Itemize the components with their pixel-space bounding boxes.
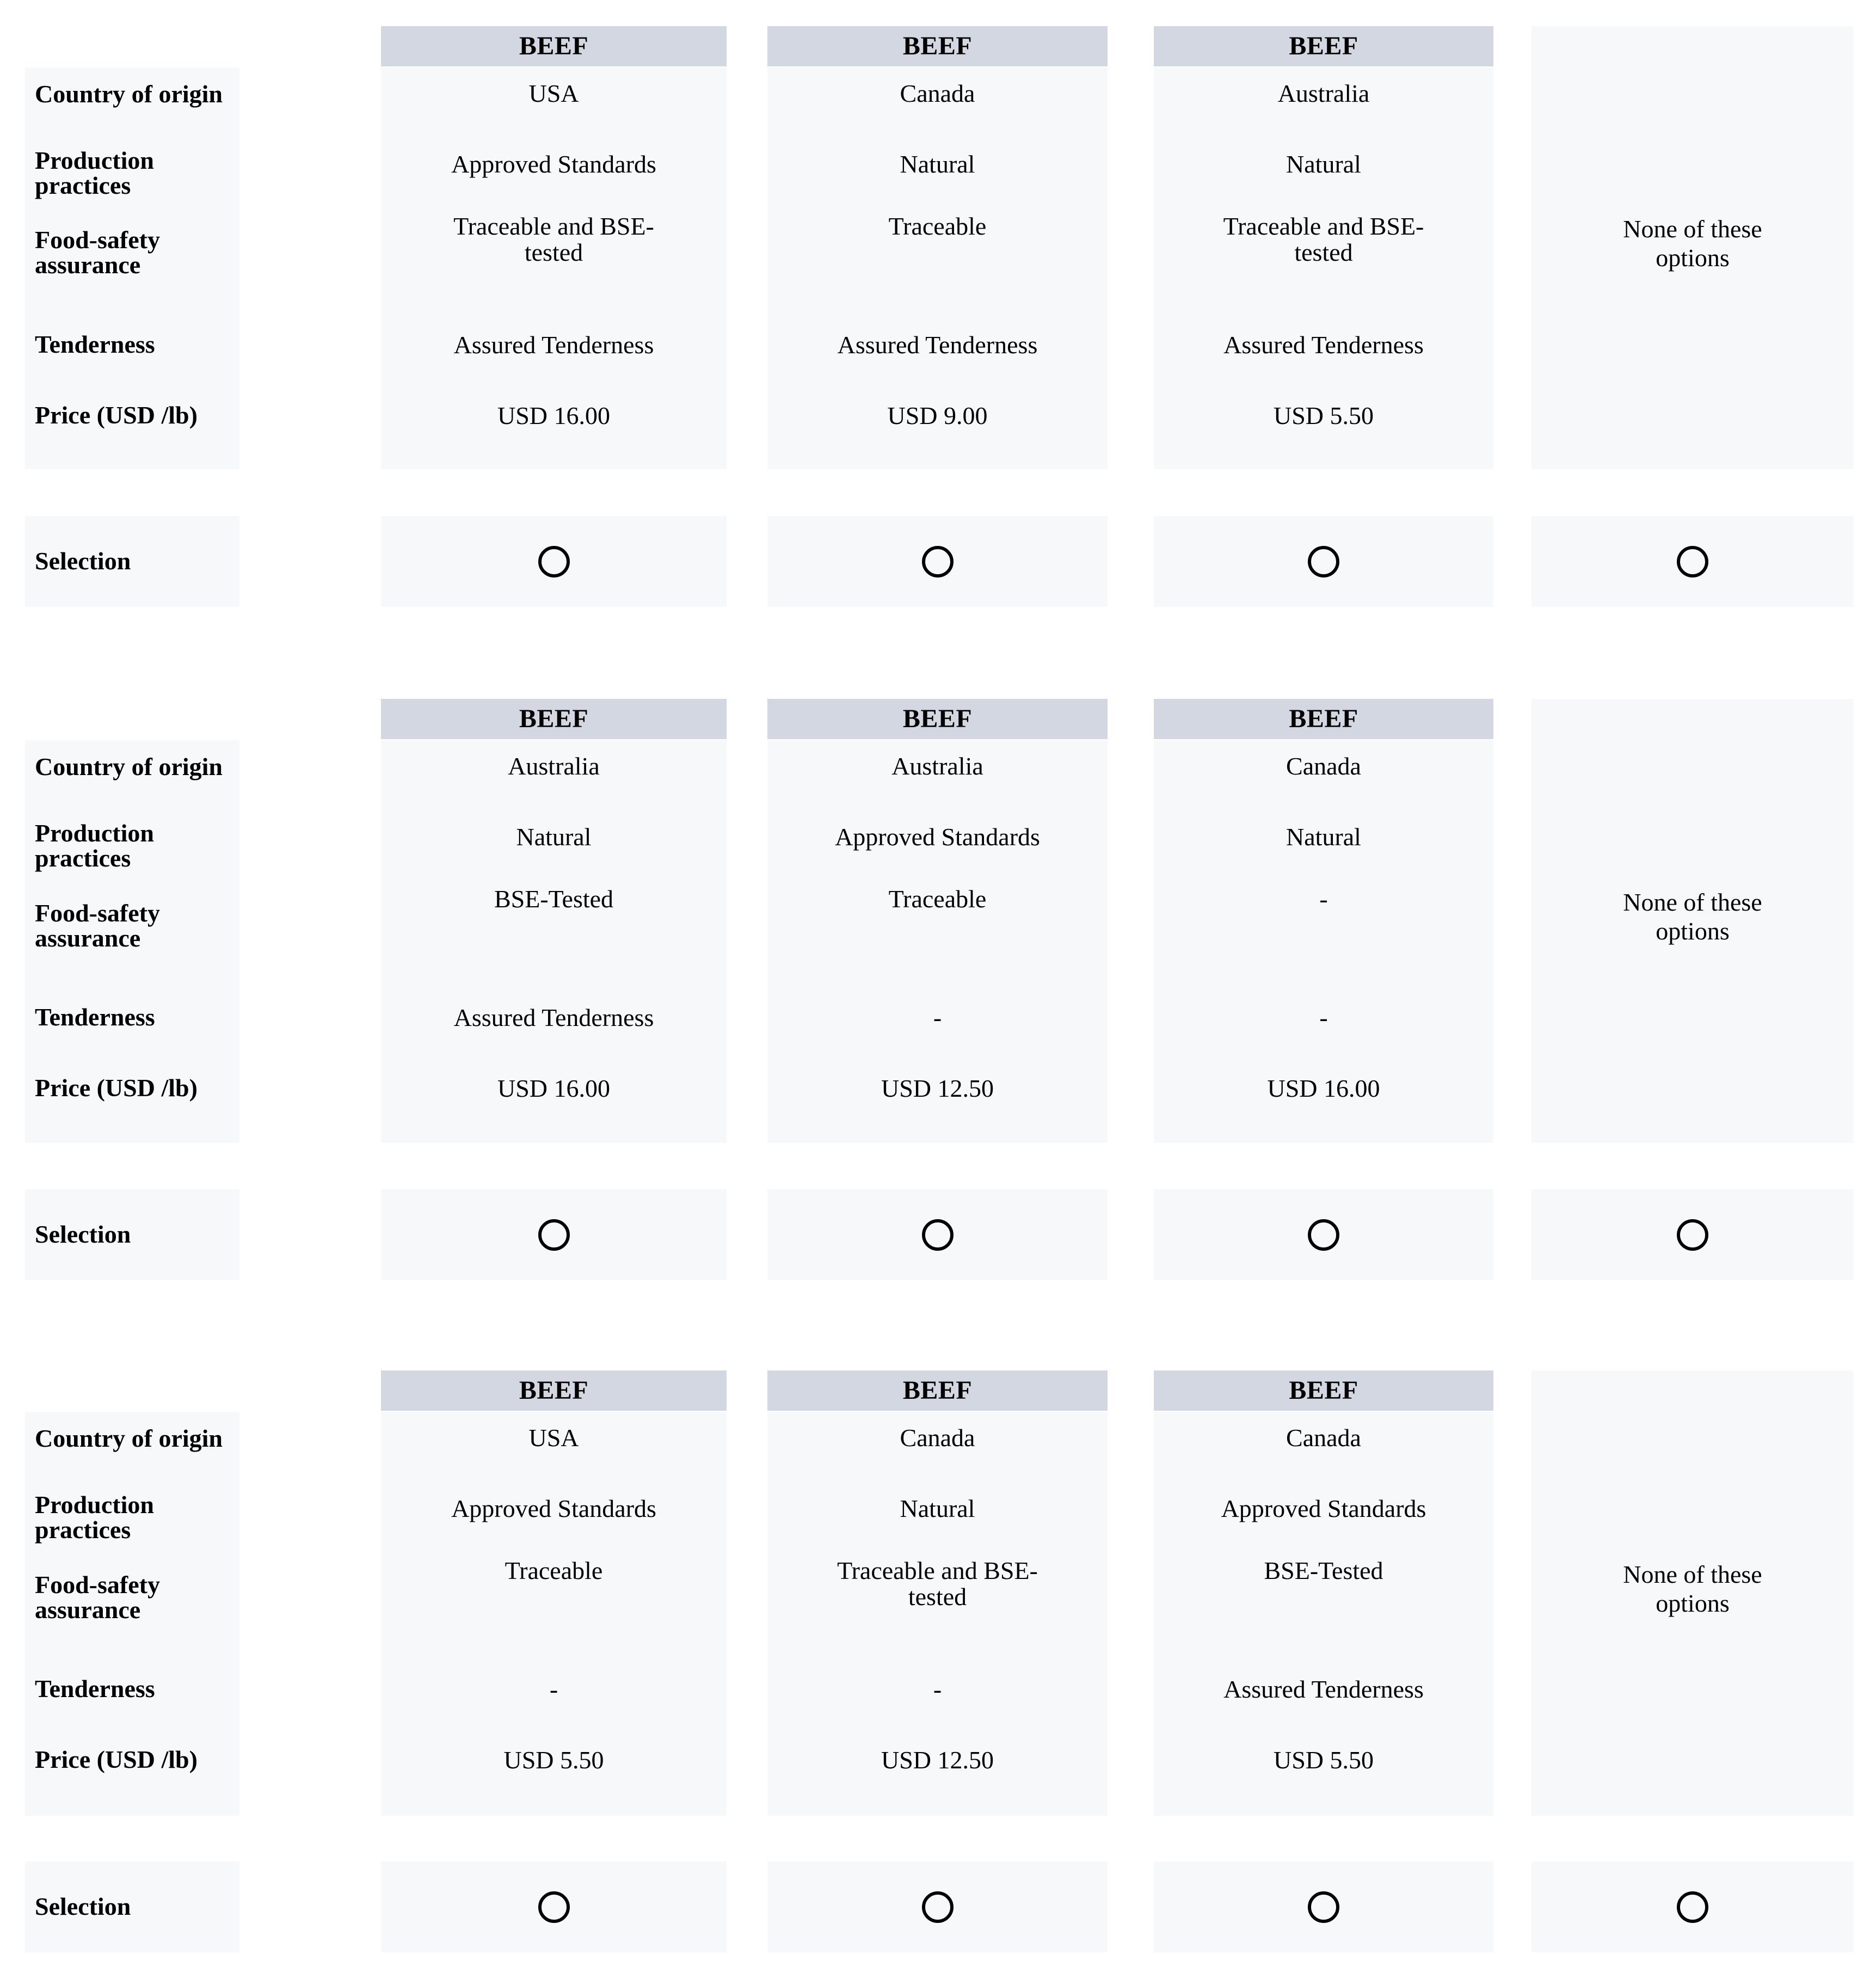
alternative-header: BEEF (767, 26, 1108, 66)
attribute-value-cell (1158, 1558, 1489, 1584)
attribute-value-cell (385, 403, 722, 429)
selection-label: Selection (35, 546, 131, 575)
selection-cell-3[interactable] (1154, 1189, 1493, 1280)
attribute-value-cell (772, 332, 1103, 358)
attribute-value-cell (1158, 403, 1489, 429)
attribute-value-cell (772, 886, 1103, 912)
text-line: Natural (900, 150, 975, 178)
text-line: practices (35, 844, 131, 872)
alternative-body (1154, 1412, 1493, 1816)
text-line: tested (1294, 238, 1353, 267)
selection-row-label-cell (25, 1189, 239, 1280)
text-line: USD 16.00 (497, 1074, 611, 1102)
alternative-header: BEEF (767, 1370, 1108, 1411)
text-line: options (1656, 917, 1730, 945)
selection-label: Selection (35, 1892, 131, 1920)
alternative-column-3 (1154, 1370, 1493, 1816)
alternative-column-1 (381, 699, 727, 1143)
alternative-column-1 (381, 1370, 727, 1816)
attribute-value-cell (385, 1676, 722, 1703)
alternative-column-1 (381, 26, 727, 469)
text-line: USD 12.50 (881, 1746, 994, 1774)
text-line: USD 12.50 (881, 1074, 994, 1102)
selection-cell-2[interactable] (767, 1189, 1108, 1280)
selection-cell-3[interactable] (1154, 516, 1493, 607)
selection-cell-4[interactable] (1531, 1861, 1854, 1952)
attribute-label (35, 332, 236, 357)
attribute-label-column (25, 1412, 239, 1816)
text-line: Country of origin (35, 753, 223, 780)
text-line: Approved Standards (451, 150, 656, 178)
text-line: Approved Standards (1221, 1495, 1426, 1522)
radio-unselected-icon[interactable] (1677, 1219, 1708, 1251)
text-line: Traceable (888, 212, 987, 240)
attribute-value-cell (772, 1005, 1103, 1031)
text-line: Assured Tenderness (453, 331, 654, 359)
text-line: Tenderness (35, 1003, 155, 1031)
alternative-column-3 (1154, 26, 1493, 469)
none-option-column (1531, 699, 1854, 1143)
text-line: Traceable and BSE- (837, 1557, 1038, 1584)
text-line: practices (35, 171, 131, 199)
text-line: Price (USD /lb) (35, 401, 198, 429)
attribute-value-cell (1158, 1496, 1489, 1522)
text-line: Assured Tenderness (837, 331, 1038, 359)
text-line: USD 9.00 (887, 402, 988, 429)
text-line: Production (35, 819, 154, 847)
attribute-label (35, 228, 236, 278)
text-line: assurance (35, 924, 141, 952)
radio-unselected-icon[interactable] (1308, 1891, 1339, 1923)
text-line: assurance (35, 251, 141, 279)
attribute-label-column (25, 740, 239, 1143)
text-line: Traceable (888, 885, 987, 913)
text-line: - (549, 1675, 558, 1703)
selection-label: Selection (35, 1220, 131, 1248)
text-line: options (1656, 1589, 1730, 1617)
none-option-label (1537, 1560, 1848, 1618)
alternative-header: BEEF (1154, 1370, 1493, 1411)
text-line: Food-safety (35, 899, 160, 927)
text-line: practices (35, 1516, 131, 1544)
attribute-value-cell (1158, 1676, 1489, 1703)
text-line: Natural (1286, 150, 1361, 178)
text-line: USD 16.00 (1267, 1074, 1380, 1102)
attribute-value-cell (385, 81, 722, 107)
attribute-value-cell (772, 1676, 1103, 1703)
alternative-body (767, 740, 1108, 1143)
text-line: Production (35, 1491, 154, 1519)
text-line: Traceable and BSE- (453, 212, 654, 240)
attribute-value-cell (385, 1425, 722, 1451)
text-line: Tenderness (35, 330, 155, 358)
alternative-header: BEEF (381, 699, 727, 739)
radio-unselected-icon[interactable] (538, 546, 570, 577)
attribute-value-cell (772, 1425, 1103, 1451)
attribute-label (35, 1492, 236, 1542)
attribute-value-cell (1158, 886, 1489, 912)
text-line: Canada (900, 1424, 975, 1452)
text-line: None of these (1623, 888, 1762, 916)
attribute-value-cell (1158, 213, 1489, 266)
radio-unselected-icon[interactable] (922, 1891, 954, 1923)
text-line: Natural (900, 1495, 975, 1522)
text-line: Approved Standards (451, 1495, 656, 1522)
attribute-value-cell (1158, 1005, 1489, 1031)
alternative-column-3 (1154, 699, 1493, 1143)
attribute-value-cell (385, 1747, 722, 1773)
attribute-value-cell (1158, 1425, 1489, 1451)
radio-unselected-icon[interactable] (1308, 1219, 1339, 1251)
radio-unselected-icon[interactable] (538, 1219, 570, 1251)
attribute-value-cell (385, 1496, 722, 1522)
radio-unselected-icon[interactable] (922, 546, 954, 577)
selection-row-label-cell (25, 1861, 239, 1952)
attribute-value-cell (385, 1558, 722, 1584)
text-line: Assured Tenderness (1223, 1675, 1424, 1703)
alternative-body (381, 740, 727, 1143)
text-line: Natural (516, 823, 592, 851)
radio-unselected-icon[interactable] (922, 1219, 954, 1251)
text-line: BSE-Tested (1264, 1557, 1383, 1584)
alternative-column-2 (767, 699, 1108, 1143)
attribute-label (35, 1572, 236, 1622)
attribute-label (35, 1747, 236, 1772)
text-line: options (1656, 243, 1730, 272)
text-line: - (933, 1004, 942, 1031)
text-line: Food-safety (35, 226, 160, 254)
text-line: Australia (891, 752, 983, 780)
attribute-value-cell (385, 213, 722, 266)
text-line: Food-safety (35, 1571, 160, 1599)
attribute-value-cell (1158, 151, 1489, 177)
text-line: None of these (1623, 1560, 1762, 1588)
alternative-column-2 (767, 1370, 1108, 1816)
selection-cell-4[interactable] (1531, 516, 1854, 607)
text-line: Country of origin (35, 1424, 223, 1452)
alternative-header: BEEF (381, 1370, 727, 1411)
text-line: Canada (1286, 752, 1361, 780)
attribute-value-cell (772, 1747, 1103, 1773)
attribute-value-cell (772, 151, 1103, 177)
text-line: USA (528, 1424, 579, 1452)
attribute-label (35, 148, 236, 198)
attribute-label (35, 403, 236, 428)
attribute-value-cell (385, 824, 722, 850)
text-line: Country of origin (35, 80, 223, 108)
attribute-value-cell (385, 886, 722, 912)
alternative-body (767, 67, 1108, 469)
text-line: USD 16.00 (497, 402, 611, 429)
attribute-label (35, 82, 236, 107)
none-option-column (1531, 1370, 1854, 1816)
text-line: - (933, 1675, 942, 1703)
alternative-column-2 (767, 26, 1108, 469)
text-line: USA (528, 79, 579, 107)
radio-unselected-icon[interactable] (1308, 546, 1339, 577)
text-line: None of these (1623, 215, 1762, 243)
attribute-value-cell (772, 753, 1103, 779)
none-option-column (1531, 26, 1854, 469)
text-line: Australia (1277, 79, 1370, 107)
attribute-value-cell (385, 753, 722, 779)
text-line: Canada (900, 79, 975, 107)
attribute-label (35, 1005, 236, 1030)
attribute-value-cell (385, 151, 722, 177)
attribute-value-cell (385, 1005, 722, 1031)
selection-cell-3[interactable] (1154, 1861, 1493, 1952)
attribute-value-cell (772, 824, 1103, 850)
alternative-body (1154, 740, 1493, 1143)
attribute-label (35, 821, 236, 871)
text-line: Assured Tenderness (1223, 331, 1424, 359)
attribute-value-cell (385, 1075, 722, 1102)
selection-cell-1[interactable] (381, 516, 727, 607)
attribute-value-cell (1158, 824, 1489, 850)
text-line: tested (524, 238, 583, 267)
selection-cell-4[interactable] (1531, 1189, 1854, 1280)
radio-unselected-icon[interactable] (1677, 1891, 1708, 1923)
text-line: Approved Standards (835, 823, 1040, 851)
alternative-body (1154, 67, 1493, 469)
text-line: Price (USD /lb) (35, 1074, 198, 1102)
attribute-label (35, 1426, 236, 1451)
attribute-label (35, 901, 236, 951)
text-line: Price (USD /lb) (35, 1746, 198, 1773)
text-line: - (1319, 1004, 1328, 1031)
selection-cell-1[interactable] (381, 1189, 727, 1280)
none-option-label (1537, 888, 1848, 946)
alternative-body (767, 1412, 1108, 1816)
text-line: Tenderness (35, 1675, 155, 1703)
attribute-value-cell (772, 1558, 1103, 1611)
selection-cell-1[interactable] (381, 1861, 727, 1952)
attribute-value-cell (1158, 81, 1489, 107)
text-line: USD 5.50 (1273, 402, 1374, 429)
text-line: BSE-Tested (494, 885, 614, 913)
text-line: USD 5.50 (503, 1746, 604, 1774)
attribute-label (35, 754, 236, 779)
none-option-label (1537, 215, 1848, 273)
attribute-value-cell (1158, 1075, 1489, 1102)
alternative-body (381, 67, 727, 469)
text-line: - (1319, 885, 1328, 913)
selection-row-label-cell (25, 516, 239, 607)
text-line: Canada (1286, 1424, 1361, 1452)
radio-unselected-icon[interactable] (1677, 546, 1708, 577)
alternative-header: BEEF (381, 26, 727, 66)
text-line: Natural (1286, 823, 1361, 851)
text-line: assurance (35, 1596, 141, 1624)
alternative-header: BEEF (1154, 26, 1493, 66)
attribute-value-cell (1158, 332, 1489, 358)
text-line: Traceable (505, 1557, 603, 1584)
attribute-value-cell (385, 332, 722, 358)
attribute-value-cell (772, 213, 1103, 239)
attribute-value-cell (772, 1075, 1103, 1102)
attribute-value-cell (772, 403, 1103, 429)
attribute-value-cell (772, 1496, 1103, 1522)
alternative-header: BEEF (1154, 699, 1493, 739)
text-line: Assured Tenderness (453, 1004, 654, 1031)
text-line: Traceable and BSE- (1223, 212, 1424, 240)
selection-cell-2[interactable] (767, 516, 1108, 607)
attribute-value-cell (1158, 1747, 1489, 1773)
text-line: Australia (508, 752, 600, 780)
alternative-header: BEEF (767, 699, 1108, 739)
attribute-label (35, 1676, 236, 1701)
text-line: tested (908, 1583, 967, 1611)
attribute-label-column (25, 67, 239, 469)
radio-unselected-icon[interactable] (538, 1891, 570, 1923)
attribute-value-cell (772, 81, 1103, 107)
alternative-body (381, 1412, 727, 1816)
attribute-value-cell (1158, 753, 1489, 779)
attribute-label (35, 1075, 236, 1101)
text-line: USD 5.50 (1273, 1746, 1374, 1774)
selection-cell-2[interactable] (767, 1861, 1108, 1952)
text-line: Production (35, 146, 154, 174)
